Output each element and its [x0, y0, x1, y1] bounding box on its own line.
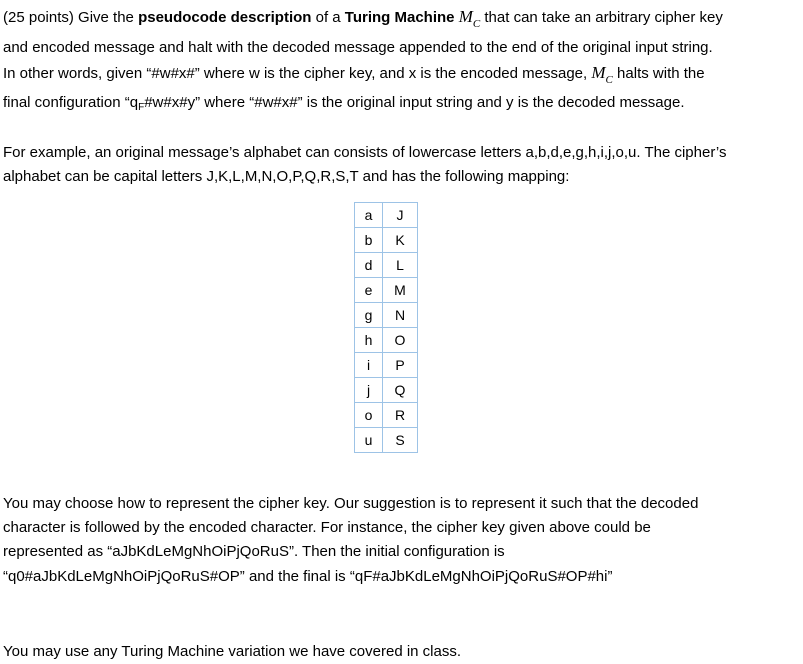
encoded-cell: J: [383, 203, 418, 228]
footer-note: You may use any Turing Machine variation we have covered in class.: [3, 643, 462, 660]
encoded-cell: K: [383, 228, 418, 253]
encoded-cell: L: [383, 253, 418, 278]
question-line-4: final configuration “$q_F\#w\#x\#y$” where “#w#x#” is the original input string and y is the decoded message.: [3, 94, 685, 113]
suggestion-line-1: You may choose how to represent the cipher key. Our suggestion is to represent it such that the decoded: [3, 495, 699, 512]
decoded-cell: h: [355, 328, 383, 353]
encoded-cell: O: [383, 328, 418, 353]
table-row: [355, 378, 418, 403]
table-row: [355, 303, 418, 328]
table-row: [355, 278, 418, 303]
table-row: [355, 428, 418, 453]
decoded-cell: u: [355, 428, 383, 453]
turing-machine-bold: Turing Machine: [344, 9, 455, 26]
question-line-2: and encoded message and halt with the decoded message appended to the end of the original input string.: [3, 39, 713, 56]
table-row: [355, 403, 418, 428]
decoded-cell: o: [355, 403, 383, 428]
suggestion-line-2: character is followed by the encoded character. For instance, the cipher key given above could be: [3, 519, 651, 536]
machine-symbol: $M_C$: [591, 63, 613, 86]
pseudocode-bold: pseudocode description: [138, 9, 312, 26]
decoded-cell: e: [355, 278, 383, 303]
example-line-1: For example, an original message’s alphabet can consists of lowercase letters a,b,d,e,g,h,i,j,o,u. The cipher’s: [3, 144, 727, 161]
encoded-cell: Q: [383, 378, 418, 403]
decoded-cell: i: [355, 353, 383, 378]
example-line-2: alphabet can be capital letters J,K,L,M,N,O,P,Q,R,S,T and has the following mapping:: [3, 168, 570, 185]
encoded-cell: M: [383, 278, 418, 303]
cipher-mapping-table: [354, 202, 418, 453]
decoded-cell: g: [355, 303, 383, 328]
decoded-cell: a: [355, 203, 383, 228]
question-line-1: (25 points) Give the pseudocode description of a Turing Machine $M_C$ that can take an arbitrary cipher key: [3, 7, 723, 30]
table-row: [355, 203, 418, 228]
encoded-cell: P: [383, 353, 418, 378]
suggestion-line-4: “q0#aJbKdLeMgNhOiPjQoRuS#OP” and the final is “qF#aJbKdLeMgNhOiPjQoRuS#OP#hi”: [3, 568, 613, 585]
table-row: [355, 353, 418, 378]
question-line-3: In other words, given “#w#x#” where w is the cipher key, and x is the encoded message, $M_C$ halts with the: [3, 63, 705, 86]
decoded-cell: d: [355, 253, 383, 278]
table-row: [355, 253, 418, 278]
encoded-cell: R: [383, 403, 418, 428]
table-row: [355, 328, 418, 353]
encoded-cell: S: [383, 428, 418, 453]
table-row: [355, 228, 418, 253]
decoded-cell: b: [355, 228, 383, 253]
machine-symbol: $M_C$: [458, 7, 481, 30]
suggestion-line-3: represented as “aJbKdLeMgNhOiPjQoRuS”. Then the initial configuration is: [3, 543, 505, 560]
encoded-cell: N: [383, 303, 418, 328]
decoded-cell: j: [355, 378, 383, 403]
